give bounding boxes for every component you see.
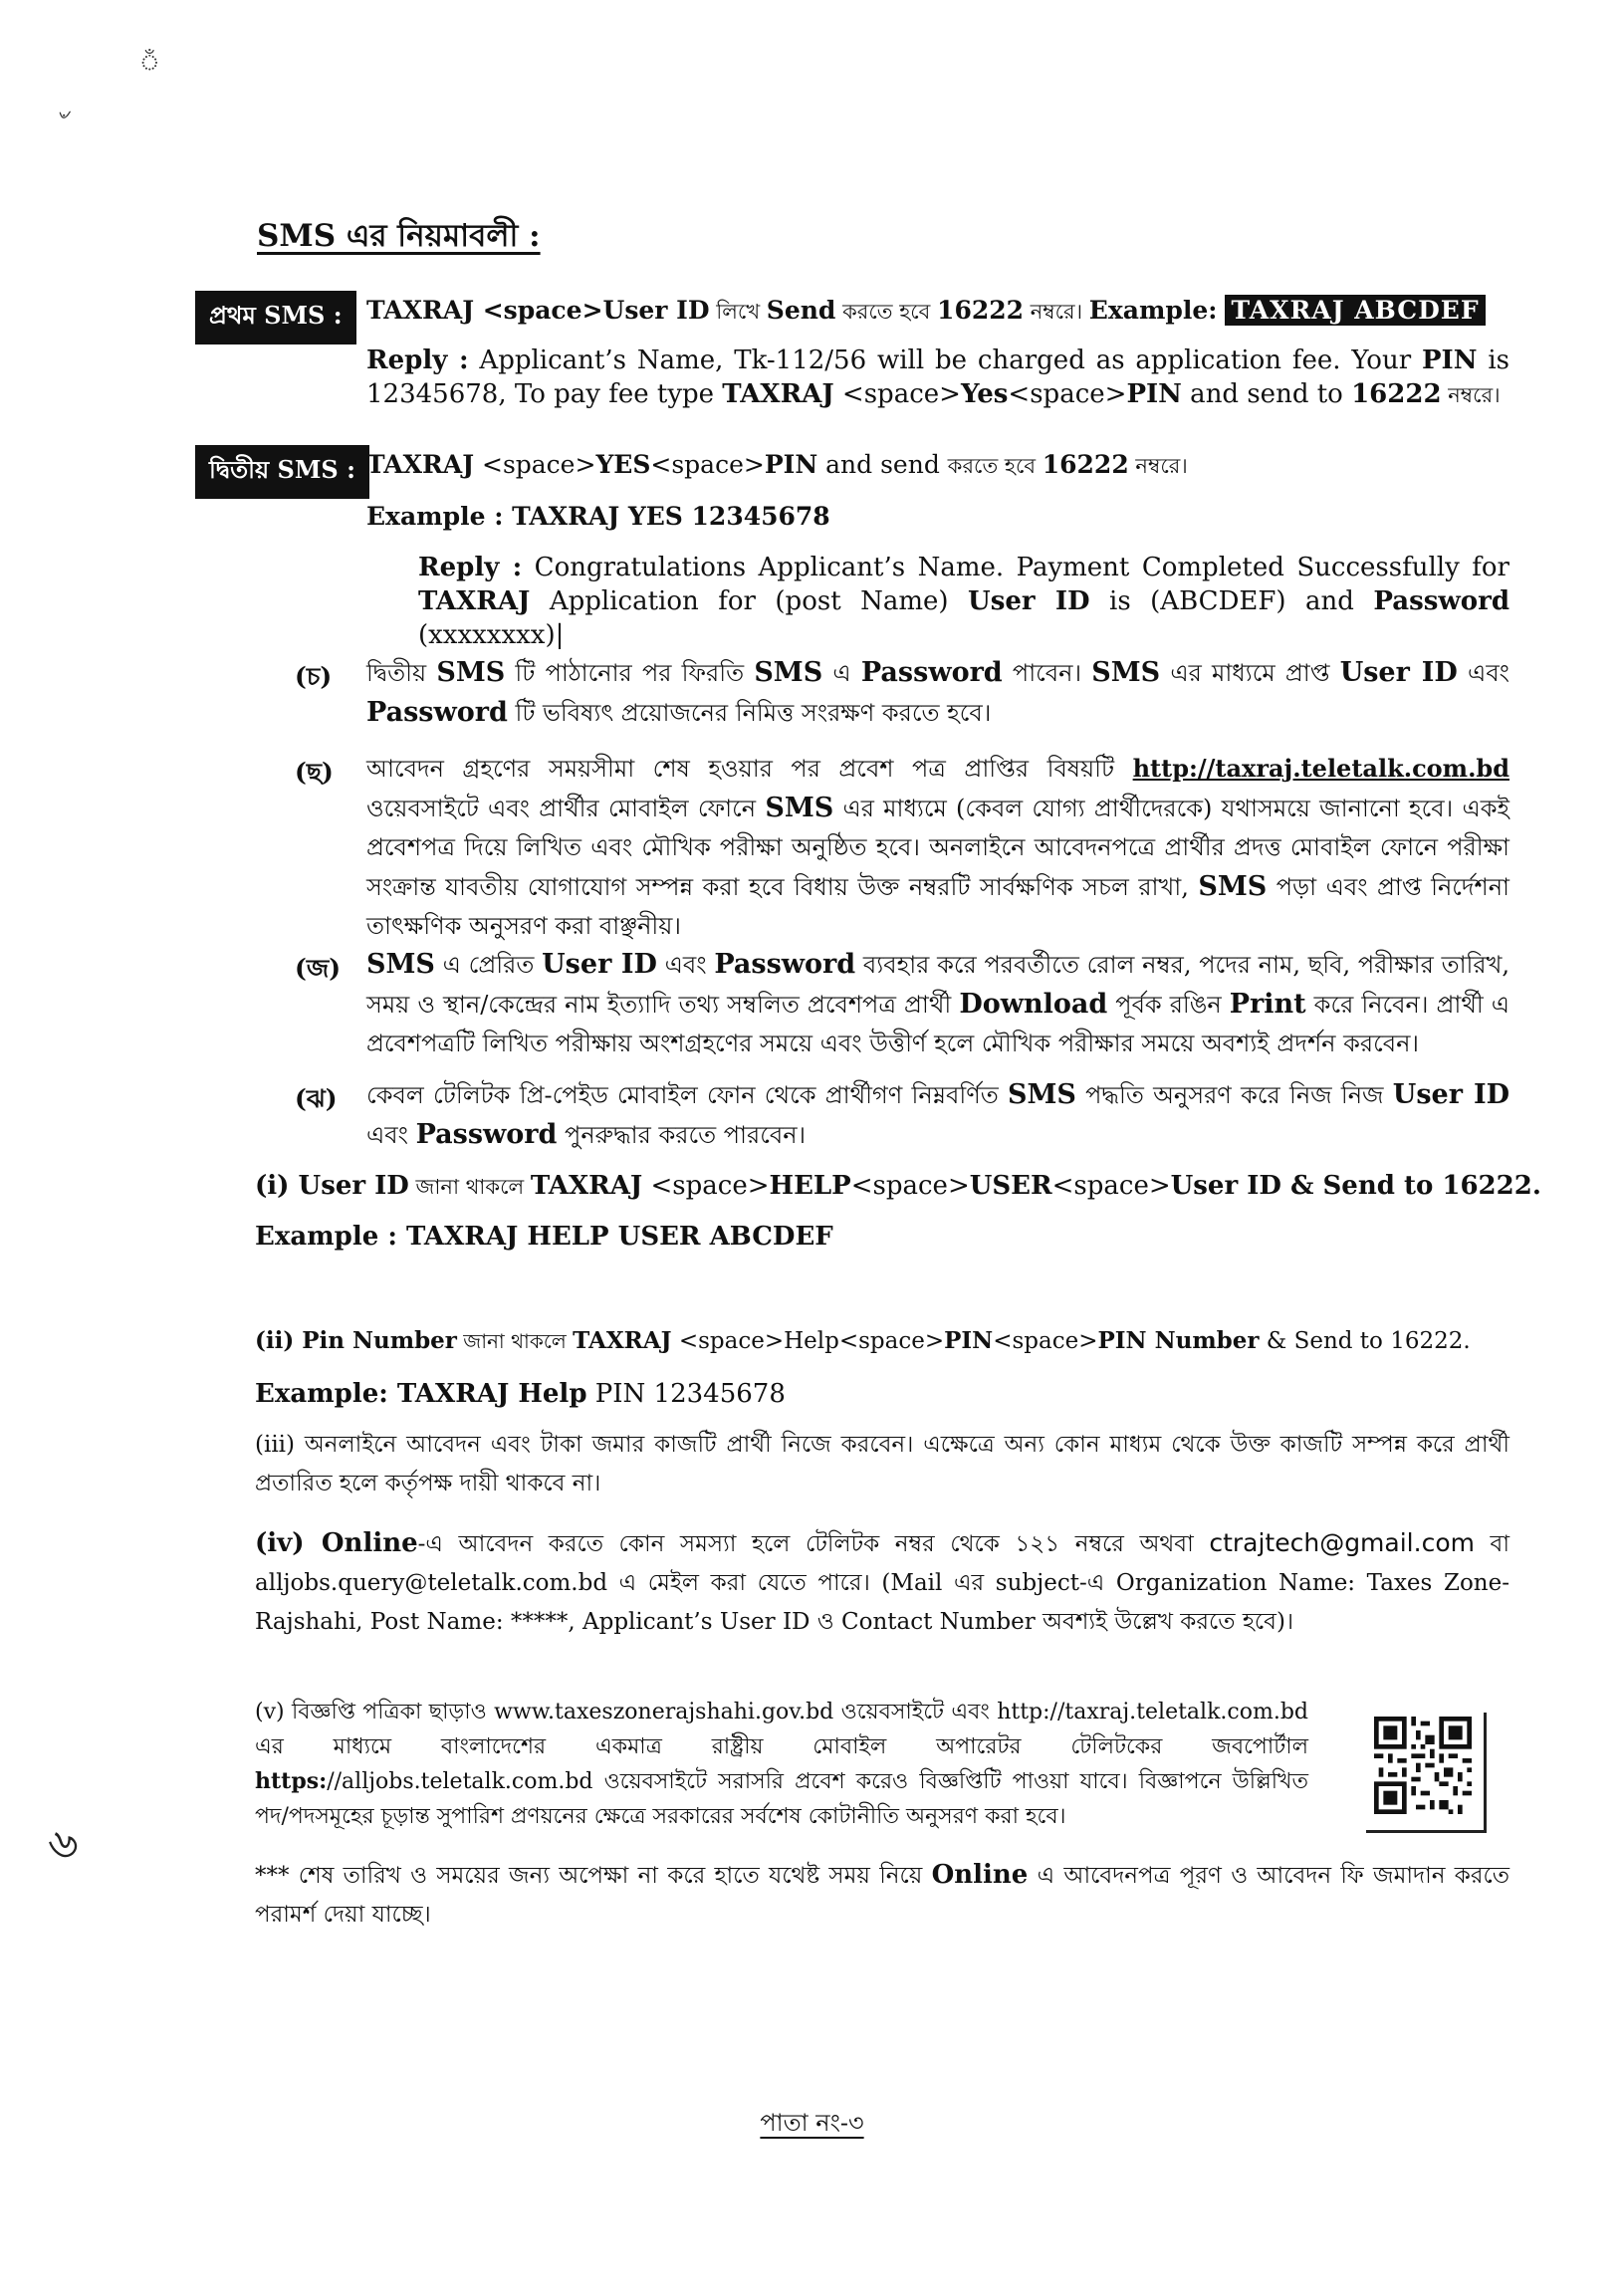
note-i-example: Example : TAXRAJ HELP USER ABCDEF bbox=[255, 1222, 833, 1252]
note-iii: (iii) অনলাইনে আবেদন এবং টাকা জমার কাজটি প্রার্থী নিজে করবেন। এক্ষেত্রে অন্য কোন মাধ্যম থেকে উক্ত কাজটি সম্পন্ন করে প্রার্থী প্রতারিত হলে কর্তৃপক্ষ দায়ী থাকবে না। bbox=[255, 1432, 1509, 1496]
first-sms-reply: Reply : Applicant’s Name, Tk-112/56 will be charged as application fee. Your PIN is 12345678, To pay fee type TAXRAJ <space>Yes<space>PIN and send to 16222 নম্বরে। bbox=[366, 345, 1509, 409]
page-number: পাতা নং-৩ bbox=[760, 2109, 864, 2137]
item-jha-text: কেবল টেলিটক প্রি-পেইড মোবাইল ফোন থেকে প্রার্থীগণ নিম্নবর্ণিত SMS পদ্ধতি অনুসরণ করে নিজ নিজ User ID এবং Password পুনরুদ্ধার করতে পারবেন। bbox=[366, 1079, 1510, 1150]
qr-code-icon bbox=[1374, 1717, 1472, 1814]
note-ii-example: Example: TAXRAJ Help PIN 12345678 bbox=[255, 1379, 786, 1409]
handwritten-margin-mark: ৬ bbox=[41, 1814, 86, 1873]
page-heading: SMS এর নিয়মাবলী : bbox=[257, 218, 541, 254]
final-advice-note: *** শেষ তারিখ ও সময়ের জন্য অপেক্ষা না করে হাতে যথেষ্ট সময় নিয়ে Online এ আবেদনপত্র পূরণ ও আবেদন ফি জমাদান করতে পরামর্শ দেয়া যাচ্ছে। bbox=[255, 1860, 1509, 1928]
second-sms-label: দ্বিতীয় SMS : bbox=[195, 445, 369, 499]
item-chha-marker: (ছ) bbox=[295, 758, 334, 787]
note-ii: (ii) Pin Number জানা থাকলে TAXRAJ <space>Help<space>PIN<space>PIN Number & Send to 16222. bbox=[255, 1327, 1471, 1354]
item-ja-text: SMS এ প্রেরিত User ID এবং Password ব্যবহার করে পরবর্তীতে রোল নম্বর, পদের নাম, ছবি, পরীক্ষার তারিখ, সময় ও স্থান/কেন্দ্রের নাম ইত্যাদি তথ্য সম্বলিত প্রবেশপত্র প্রার্থী Download পূর্বক রঙিন Print করে নিবেন। প্রার্থী এ প্রবেশপত্রটি লিখিত পরীক্ষায় অংশগ্রহণের সময়ে এবং উত্তীর্ণ হলে মৌখিক পরীক্ষার সময়ে অবশ্যই প্রদর্শন করবেন। bbox=[366, 949, 1510, 1057]
item-cha-marker: (চ) bbox=[295, 662, 333, 691]
note-v: (v) বিজ্ঞপ্তি পত্রিকা ছাড়াও www.taxeszonerajshahi.gov.bd ওয়েবসাইটে এবং http://taxraj.teletalk.com.bd এর মাধ্যমে বাংলাদেশের একমাত্র রাষ্ট্রীয় মোবাইল অপারেটর টেলিটকের জবপোর্টাল https://alljobs.teletalk.com.bd ওয়েবসাইটে সরাসরি প্রবেশ করেও বিজ্ঞপ্তিটি পাওয়া যাবে। বিজ্ঞাপনে উল্লিখিত পদ/পদসমূহের চূড়ান্ত সুপারিশ প্রণয়নের ক্ষেত্রে সরকারের সর্বশেষ কোটানীতি অনুসরণ করা হবে। bbox=[255, 1700, 1308, 1829]
taxraj-portal-link[interactable]: http://taxraj.teletalk.com.bd bbox=[1132, 754, 1509, 783]
scan-mark-top: ঁ bbox=[139, 51, 160, 76]
first-sms-command: TAXRAJ <space>User ID bbox=[366, 296, 710, 325]
item-chha-text: আবেদন গ্রহণের সময়সীমা শেষ হওয়ার পর প্রবেশ পত্র প্রাপ্তির বিষয়টি http://taxraj.teletalk.com.bd ওয়েবসাইটে এবং প্রার্থীর মোবাইল ফোনে SMS এর মাধ্যমে (কেবল যোগ্য প্রার্থীদেরকে) যথাসময়ে জানানো হবে। একই প্রবেশপত্র দিয়ে লিখিত এবং মৌখিক পরীক্ষা অনুষ্ঠিত হবে। অনলাইনে আবেদনপত্রে প্রার্থীর প্রদত্ত মোবাইল ফোনে পরীক্ষা সংক্রান্ত যাবতীয় যোগাযোগ সম্পন্ন করা হবে বিধায় উক্ত নম্বরটি সার্বক্ষণিক সচল রাখা, SMS পড়া এবং প্রাপ্ত নির্দেশনা তাৎক্ষণিক অনুসরণ করা বাঞ্ছনীয়। bbox=[366, 754, 1510, 940]
second-sms-example: Example : TAXRAJ YES 12345678 bbox=[366, 502, 830, 531]
note-iv: (iv) Online-এ আবেদন করতে কোন সমস্যা হলে টেলিটক নম্বর থেকে ১২১ নম্বরে অথবা ctrajtech@gmail.com বা alljobs.query@teletalk.com.bd এ মেইল করা যেতে পারে। (Mail এর subject-এ Organization Name: Taxes Zone-Rajshahi, Post Name: *****, Applicant’s User ID ও Contact Number অবশ্যই উল্লেখ করতে হবে)। bbox=[255, 1528, 1510, 1635]
note-i: (i) User ID জানা থাকলে TAXRAJ <space>HELP<space>USER<space>User ID & Send to 16222. bbox=[255, 1171, 1541, 1201]
item-cha-text: দ্বিতীয় SMS টি পাঠানোর পর ফিরতি SMS এ Password পাবেন। SMS এর মাধ্যমে প্রাপ্ত User ID এবং Password টি ভবিষ্যৎ প্রয়োজনের নিমিত্ত সংরক্ষণ করতে হবে। bbox=[366, 657, 1510, 728]
first-sms-label: প্রথম SMS : bbox=[195, 291, 356, 344]
item-ja-marker: (জ) bbox=[295, 954, 342, 983]
second-sms-reply: Reply : Congratulations Applicant’s Name. Payment Completed Successfully for TAXRAJ Application for (post Name) User ID is (ABCDEF) and Password (xxxxxxxx)| bbox=[418, 553, 1509, 650]
support-email: ctrajtech@gmail.com bbox=[1209, 1528, 1475, 1557]
item-jha-marker: (ঝ) bbox=[295, 1084, 338, 1113]
first-sms-instruction: TAXRAJ <space>User ID লিখে Send করতে হবে 16222 নম্বরে। Example: TAXRAJ ABCDEF bbox=[366, 296, 1486, 331]
scan-mark-left: ৺ bbox=[56, 107, 70, 131]
second-sms-instruction: TAXRAJ <space>YES<space>PIN and send করতে হবে 16222 নম্বরে। bbox=[366, 450, 1188, 479]
first-sms-example-code: TAXRAJ ABCDEF bbox=[1225, 295, 1485, 326]
qr-code-frame bbox=[1366, 1713, 1487, 1833]
